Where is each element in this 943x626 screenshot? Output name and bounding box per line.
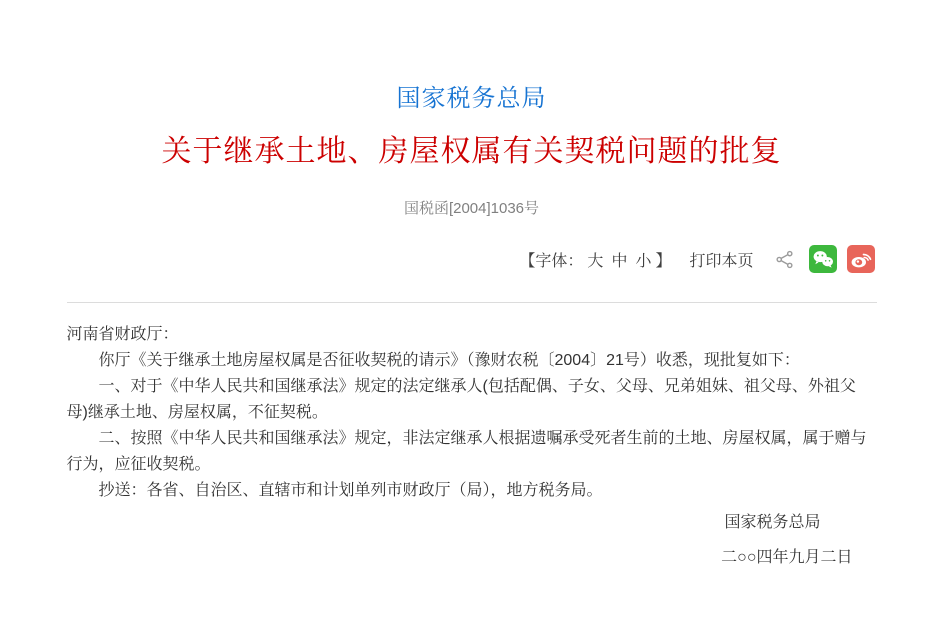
signature-agency: 国家税务总局 [724, 514, 821, 531]
agency-title: 国家税务总局 [396, 85, 547, 112]
weibo-icon[interactable] [847, 245, 875, 273]
signature-date: 二○○四年九月二日 [721, 549, 853, 566]
share-icon[interactable] [774, 249, 795, 270]
paragraph-item-2: 二、按照《中华人民共和国继承法》规定，非法定继承人根据遗嘱承受死者生前的土地、房屋权属，属于赠与行为，应征收契税。 [66, 430, 867, 473]
document-page [67, 78, 877, 571]
font-size-large-button[interactable]: 大 [587, 252, 604, 270]
header-divider [67, 302, 877, 303]
print-page-button[interactable]: 打印本页 [689, 252, 754, 270]
font-label-prefix: 【字体： [519, 252, 584, 270]
font-label-suffix: 】 [655, 252, 672, 270]
document-body [67, 322, 877, 504]
paragraph-intro: 你厅《关于继承土地房屋权属是否征收契税的请示》（豫财农税〔2004〕21号）收悉，现批复如下： [98, 352, 800, 369]
paragraph-cc: 抄送：各省、自治区、直辖市和计划单列市财政厅（局），地方税务局。 [98, 482, 603, 499]
toolbar [67, 244, 877, 274]
paragraph-salutation: 河南省财政厅： [66, 326, 179, 343]
paragraph-item-1: 一、对于《中华人民共和国继承法》规定的法定继承人(包括配偶、子女、父母、兄弟姐妹、祖父母、外祖父母)继承土地、房屋权属，不征契税。 [66, 378, 856, 421]
document-number: 国税函[2004]1036号 [403, 200, 540, 217]
font-size-control [519, 248, 671, 271]
signature-block [67, 510, 877, 571]
font-size-small-button[interactable]: 小 [635, 252, 652, 270]
font-size-medium-button[interactable]: 中 [611, 252, 628, 270]
document-title: 关于继承土地、房屋权属有关契税问题的批复 [161, 135, 782, 168]
wechat-icon[interactable] [809, 245, 837, 273]
